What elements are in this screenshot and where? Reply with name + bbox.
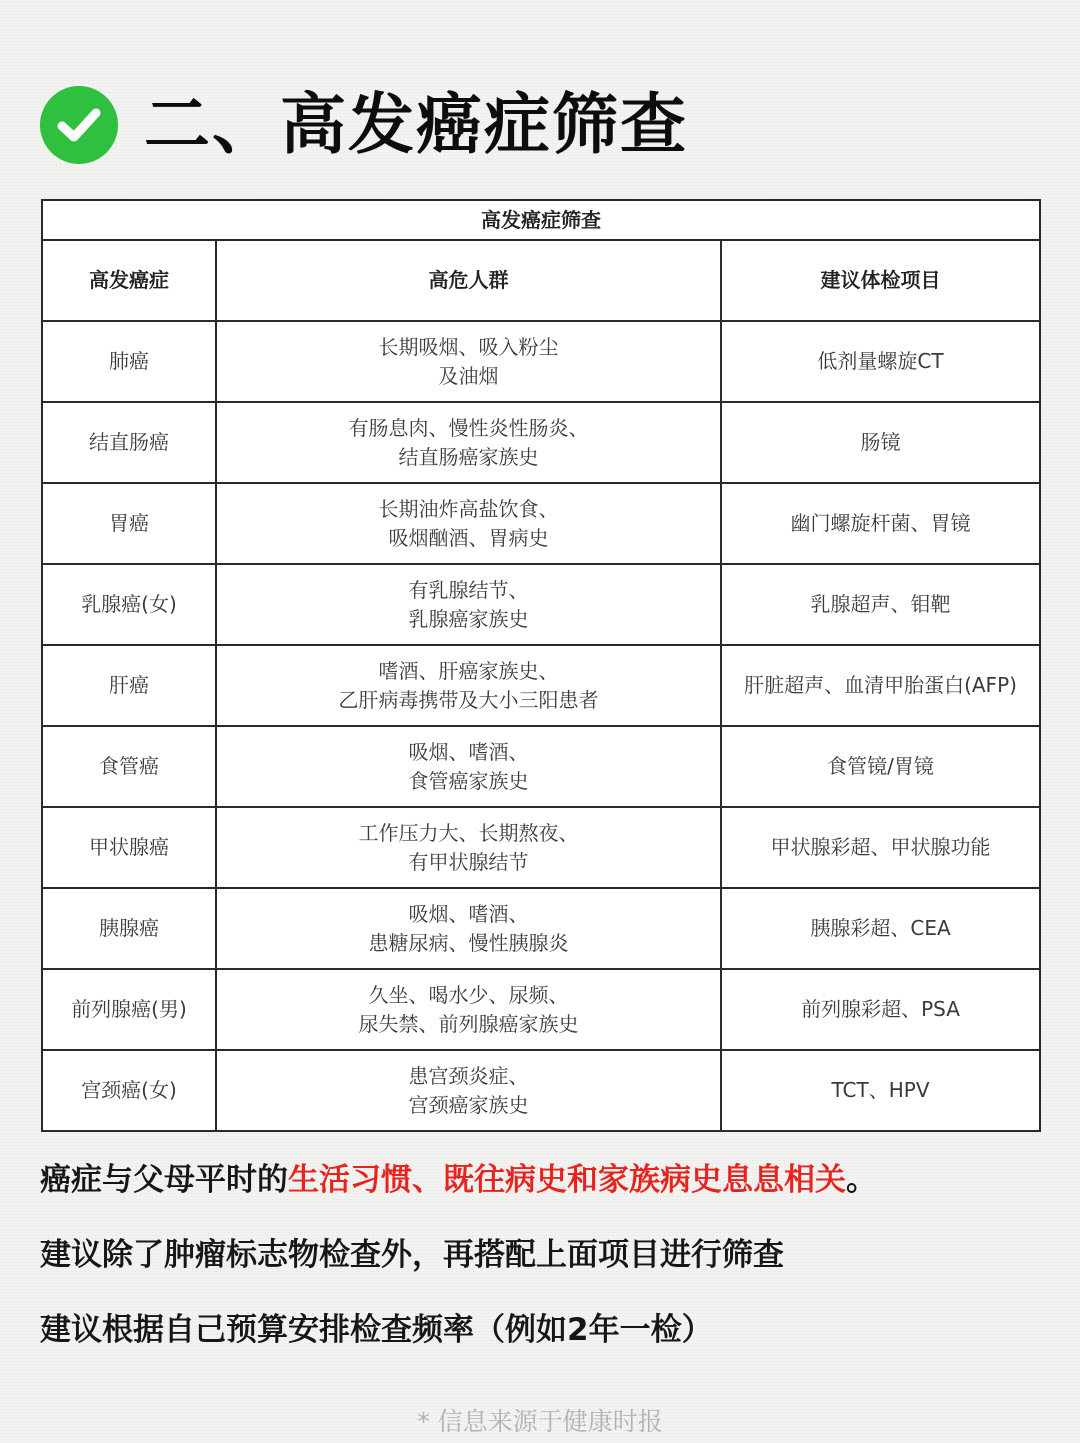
risk-cell <box>216 402 721 483</box>
exam-cell: 前列腺彩超、PSA <box>721 969 1040 1050</box>
note-text: 癌症与父母平时的 <box>40 1162 288 1198</box>
exam-cell: 低剂量螺旋CT <box>721 321 1040 402</box>
note-line-budget: 建议根据自己预算安排检查频率（例如2年一检） <box>40 1312 713 1348</box>
exam-cell: 甲状腺彩超、甲状腺功能 <box>721 807 1040 888</box>
risk-line: 有肠息肉、慢性炎性肠炎、 <box>348 415 589 440</box>
exam-cell: 肝脏超声、血清甲胎蛋白(AFP) <box>721 645 1040 726</box>
risk-line: 长期吸烟、吸入粉尘 <box>378 334 559 359</box>
risk-line: 吸烟、嗜酒、 <box>408 739 529 764</box>
table-caption-row <box>42 200 1040 240</box>
cancer-cell: 肺癌 <box>42 321 216 402</box>
check-circle-icon <box>40 86 118 164</box>
risk-line: 患糖尿病、慢性胰腺炎 <box>368 930 569 955</box>
page-header <box>40 82 688 168</box>
note-text: 。 <box>846 1162 877 1198</box>
cancer-cell: 食管癌 <box>42 726 216 807</box>
cancer-cell: 胃癌 <box>42 483 216 564</box>
risk-cell <box>216 321 721 402</box>
note-line-family-history <box>40 1150 1050 1210</box>
risk-line: 乳腺癌家族史 <box>408 606 529 631</box>
column-header-exam: 建议体检项目 <box>721 240 1040 321</box>
cancer-cell: 肝癌 <box>42 645 216 726</box>
risk-cell <box>216 969 721 1050</box>
risk-line: 宫颈癌家族史 <box>408 1092 529 1117</box>
column-header-cancer: 高发癌症 <box>42 240 216 321</box>
risk-cell <box>216 807 721 888</box>
cancer-cell: 胰腺癌 <box>42 888 216 969</box>
source-note: * 信息来源于健康时报 <box>417 1407 663 1436</box>
cancer-cell: 前列腺癌(男) <box>42 969 216 1050</box>
cancer-screening-table <box>41 199 1041 1132</box>
risk-line: 患宫颈炎症、 <box>408 1063 529 1088</box>
table-row <box>42 1050 1040 1131</box>
risk-line: 吸烟、嗜酒、 <box>408 901 529 926</box>
cancer-cell: 宫颈癌(女) <box>42 1050 216 1131</box>
risk-line: 有乳腺结节、 <box>408 577 529 602</box>
note-highlight: 生活习惯、既往病史和家族病史息息相关 <box>288 1162 846 1198</box>
cancer-cell: 结直肠癌 <box>42 402 216 483</box>
cancer-cell: 乳腺癌(女) <box>42 564 216 645</box>
risk-line: 吸烟酗酒、胃病史 <box>388 525 549 550</box>
cancer-cell: 甲状腺癌 <box>42 807 216 888</box>
risk-cell <box>216 645 721 726</box>
risk-cell <box>216 726 721 807</box>
note-line-tumor-markers: 建议除了肿瘤标志物检查外，再搭配上面项目进行筛查 <box>40 1237 784 1273</box>
risk-cell <box>216 1050 721 1131</box>
exam-cell: 食管镜/胃镜 <box>721 726 1040 807</box>
risk-line: 乙肝病毒携带及大小三阳患者 <box>338 687 599 712</box>
table-row <box>42 726 1040 807</box>
risk-line: 食管癌家族史 <box>408 768 529 793</box>
risk-cell <box>216 888 721 969</box>
table-header-row <box>42 240 1040 321</box>
page-title: 二、高发癌症筛查 <box>144 86 688 163</box>
risk-line: 工作压力大、长期熬夜、 <box>358 820 579 845</box>
risk-line: 及油烟 <box>438 363 499 388</box>
notes-section <box>40 1150 1050 1360</box>
table-row <box>42 807 1040 888</box>
exam-cell: 乳腺超声、钼靶 <box>721 564 1040 645</box>
column-header-risk-group: 高危人群 <box>216 240 721 321</box>
table-row <box>42 483 1040 564</box>
table-row <box>42 402 1040 483</box>
table-row <box>42 969 1040 1050</box>
table-row <box>42 888 1040 969</box>
risk-line: 久坐、喝水少、尿频、 <box>368 982 569 1007</box>
exam-cell: TCT、HPV <box>721 1050 1040 1131</box>
table-row <box>42 321 1040 402</box>
risk-cell <box>216 564 721 645</box>
risk-line: 尿失禁、前列腺癌家族史 <box>358 1011 579 1036</box>
table-row <box>42 564 1040 645</box>
risk-line: 结直肠癌家族史 <box>398 444 539 469</box>
risk-line: 嗜酒、肝癌家族史、 <box>378 658 559 683</box>
risk-line: 有甲状腺结节 <box>408 849 529 874</box>
exam-cell: 肠镜 <box>721 402 1040 483</box>
risk-line: 长期油炸高盐饮食、 <box>378 496 559 521</box>
risk-cell <box>216 483 721 564</box>
exam-cell: 胰腺彩超、CEA <box>721 888 1040 969</box>
table-row <box>42 645 1040 726</box>
exam-cell: 幽门螺旋杆菌、胃镜 <box>721 483 1040 564</box>
table-caption: 高发癌症筛查 <box>42 200 1040 240</box>
